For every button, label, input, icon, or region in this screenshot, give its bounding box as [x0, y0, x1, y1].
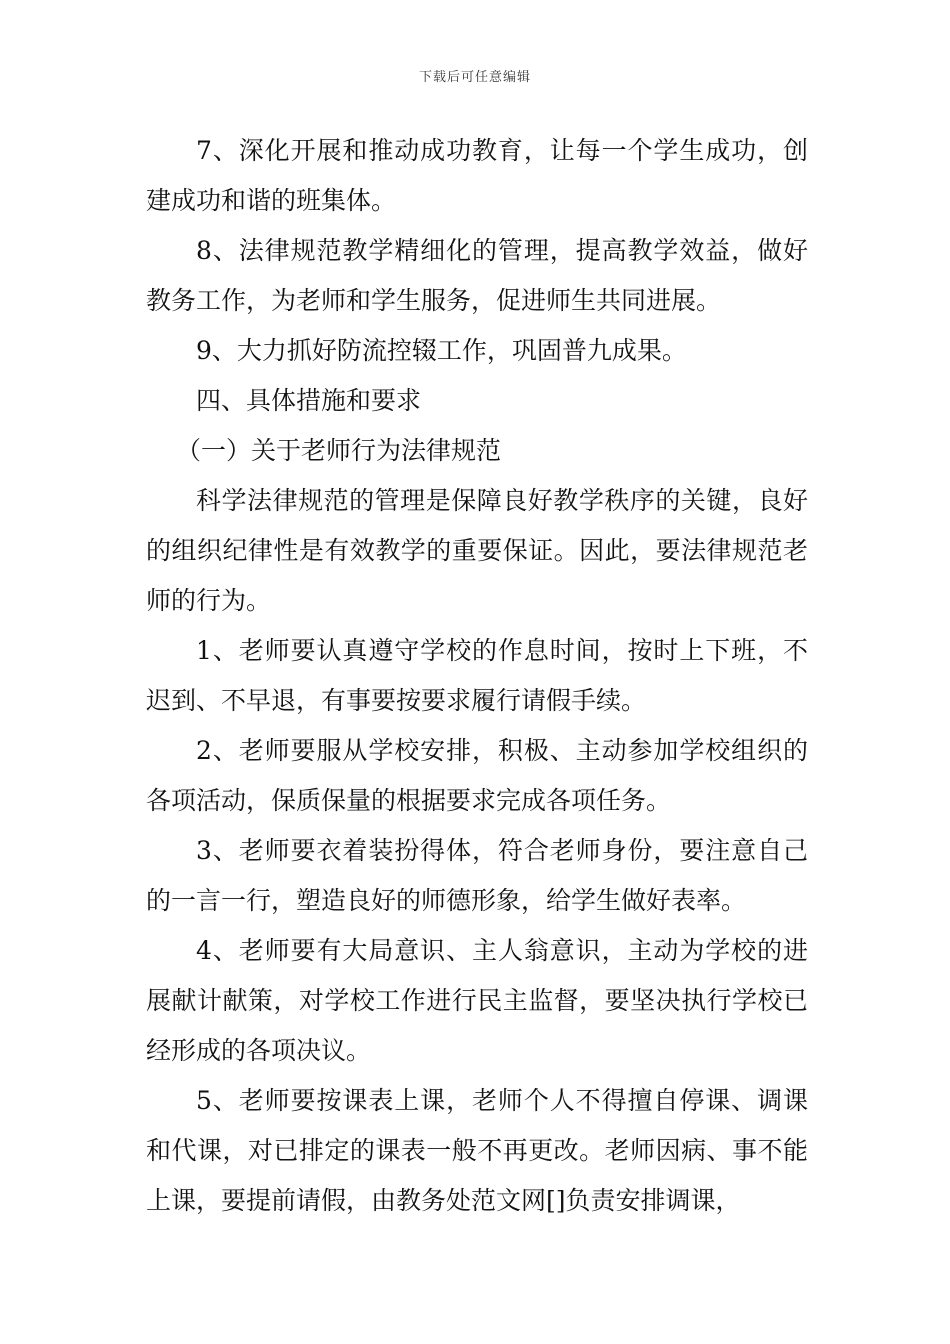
paragraph-intro: 科学法律规范的管理是保障良好教学秩序的关键，良好的组织纪律性是有效教学的重要保证。因此，要法律规范老师的行为。: [146, 486, 808, 615]
paragraph-item-3: 3、老师要衣着装扮得体，符合老师身份，要注意自己的一言一行，塑造良好的师德形象，给学生做好表率。: [146, 836, 808, 915]
paragraph-item-8: 8、法律规范教学精细化的管理，提高教学效益，做好教务工作，为老师和学生服务，促进师生共同进展。: [146, 236, 808, 315]
paragraph-item-9: 9、大力抓好防流控辍工作，巩固普九成果。: [196, 336, 687, 365]
paragraph-item-1: 1、老师要认真遵守学校的作息时间，按时上下班，不迟到、不早退，有事要按要求履行请假手续。: [146, 636, 808, 715]
document-body: [146, 126, 808, 1226]
paragraph-item-7: 7、深化开展和推动成功教育，让每一个学生成功，创建成功和谐的班集体。: [146, 136, 808, 215]
paragraph-item-5: 5、老师要按课表上课，老师个人不得擅自停课、调课和代课，对已排定的课表一般不再更改。老师因病、事不能上课，要提前请假，由教务处范文网[]负责安排调课，: [146, 1086, 808, 1215]
section-heading: 四、具体措施和要求: [196, 386, 422, 415]
paragraph-item-4: 4、老师要有大局意识、主人翁意识，主动为学校的进展献计献策，对学校工作进行民主监督，要坚决执行学校已经形成的各项决议。: [146, 936, 808, 1065]
subsection-heading: （一）关于老师行为法律规范: [176, 436, 502, 465]
page-header: 下载后可任意编辑: [418, 70, 531, 85]
paragraph-item-2: 2、老师要服从学校安排，积极、主动参加学校组织的各项活动，保质保量的根据要求完成各项任务。: [146, 736, 808, 815]
